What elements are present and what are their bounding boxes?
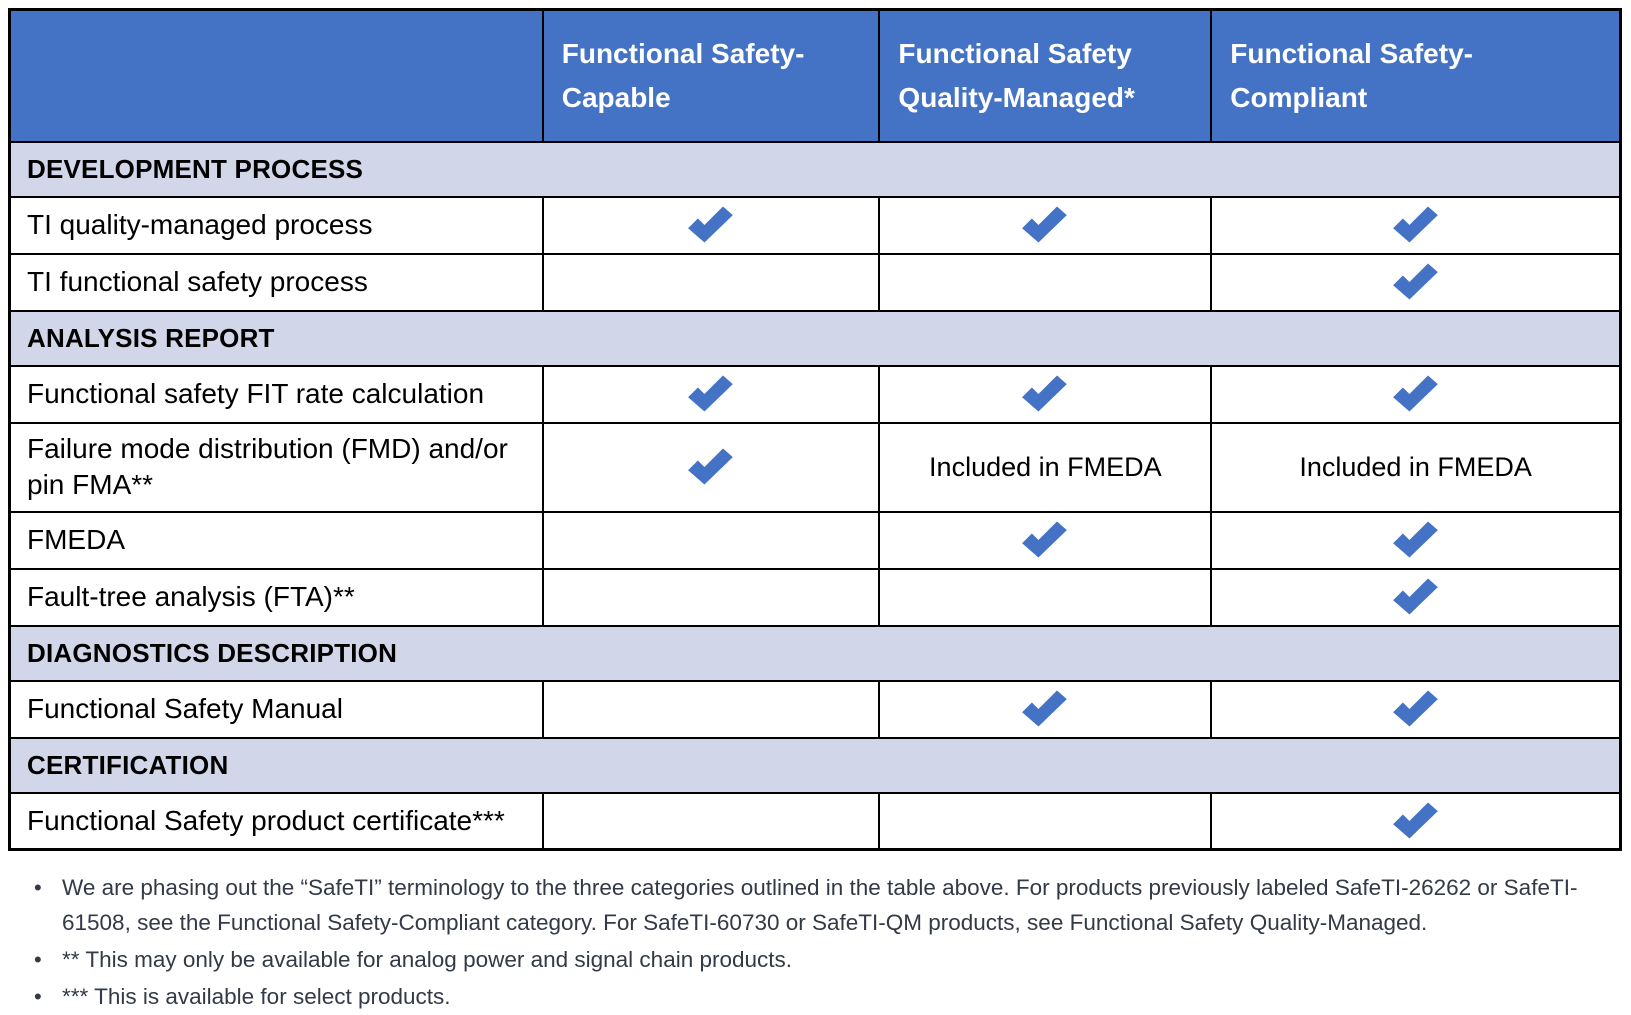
- row-label: Functional Safety Manual: [10, 681, 543, 738]
- section-row-diagnostics-description: [10, 626, 1621, 681]
- row-label: FMEDA: [10, 512, 543, 569]
- cell-capable: [543, 569, 880, 626]
- cell-compliant: [1211, 793, 1620, 850]
- row-label: Functional Safety product certificate***: [10, 793, 543, 850]
- table-row: [10, 512, 1621, 569]
- check-icon: [1021, 521, 1069, 559]
- cell-quality-managed: [879, 254, 1211, 311]
- cell-capable: [543, 366, 880, 423]
- cell-compliant: [1211, 681, 1620, 738]
- section-label: DIAGNOSTICS DESCRIPTION: [10, 626, 1621, 681]
- section-label: CERTIFICATION: [10, 738, 1621, 793]
- header-compliant: Functional Safety-Compliant: [1211, 10, 1620, 142]
- section-row-certification: [10, 738, 1621, 793]
- check-icon: [1021, 206, 1069, 244]
- cell-quality-managed: [879, 512, 1211, 569]
- table-row: [10, 423, 1621, 512]
- row-label: TI functional safety process: [10, 254, 543, 311]
- header-quality-managed: Functional Safety Quality-Managed*: [879, 10, 1211, 142]
- cell-quality-managed: [879, 366, 1211, 423]
- cell-capable: [543, 681, 880, 738]
- check-icon: [1392, 206, 1440, 244]
- check-icon: [1392, 521, 1440, 559]
- row-label: Failure mode distribution (FMD) and/or pin FMA**: [10, 423, 543, 512]
- check-icon: [1392, 375, 1440, 413]
- table-row: [10, 197, 1621, 254]
- check-icon: [687, 448, 735, 486]
- cell-compliant: [1211, 254, 1620, 311]
- check-icon: [1392, 263, 1440, 301]
- footnote-item: • *** This is available for select products.: [26, 980, 1612, 1015]
- table-row: [10, 254, 1621, 311]
- check-icon: [687, 375, 735, 413]
- cell-quality-managed: [879, 681, 1211, 738]
- cell-capable: [543, 793, 880, 850]
- check-icon: [1392, 802, 1440, 840]
- section-row-development-process: [10, 142, 1621, 197]
- table-row: [10, 569, 1621, 626]
- row-label: Fault-tree analysis (FTA)**: [10, 569, 543, 626]
- section-row-analysis-report: [10, 311, 1621, 366]
- cell-quality-managed: [879, 197, 1211, 254]
- cell-compliant: [1211, 569, 1620, 626]
- cell-compliant: [1211, 512, 1620, 569]
- row-label: Functional safety FIT rate calculation: [10, 366, 543, 423]
- cell-quality-managed: Included in FMEDA: [879, 423, 1211, 512]
- cell-compliant: [1211, 366, 1620, 423]
- footnotes: [8, 871, 1622, 1015]
- cell-compliant: [1211, 197, 1620, 254]
- table-row: [10, 793, 1621, 850]
- table-row: [10, 366, 1621, 423]
- cell-capable: [543, 512, 880, 569]
- footnote-item: • We are phasing out the “SafeTI” terminology to the three categories outlined in the table above. For products previously labeled SafeTI-26262 or SafeTI-61508, see the Functional Safety-Compliant category. For SafeTI-60730 or SafeTI-QM products, see Functional Safety Quality-Managed.: [26, 871, 1612, 941]
- cell-capable: [543, 423, 880, 512]
- check-icon: [1392, 690, 1440, 728]
- section-label: DEVELOPMENT PROCESS: [10, 142, 1621, 197]
- header-empty-cell: [10, 10, 543, 142]
- check-icon: [1392, 578, 1440, 616]
- footnote-item: • ** This may only be available for analog power and signal chain products.: [26, 943, 1612, 978]
- cell-capable: [543, 197, 880, 254]
- row-label: TI quality-managed process: [10, 197, 543, 254]
- cell-quality-managed: [879, 569, 1211, 626]
- check-icon: [687, 206, 735, 244]
- table-row: [10, 681, 1621, 738]
- table-header-row: [10, 10, 1621, 142]
- check-icon: [1021, 690, 1069, 728]
- section-label: ANALYSIS REPORT: [10, 311, 1621, 366]
- cell-quality-managed: [879, 793, 1211, 850]
- cell-capable: [543, 254, 880, 311]
- check-icon: [1021, 375, 1069, 413]
- header-capable: Functional Safety-Capable: [543, 10, 880, 142]
- functional-safety-comparison-table: [8, 8, 1622, 851]
- cell-compliant: Included in FMEDA: [1211, 423, 1620, 512]
